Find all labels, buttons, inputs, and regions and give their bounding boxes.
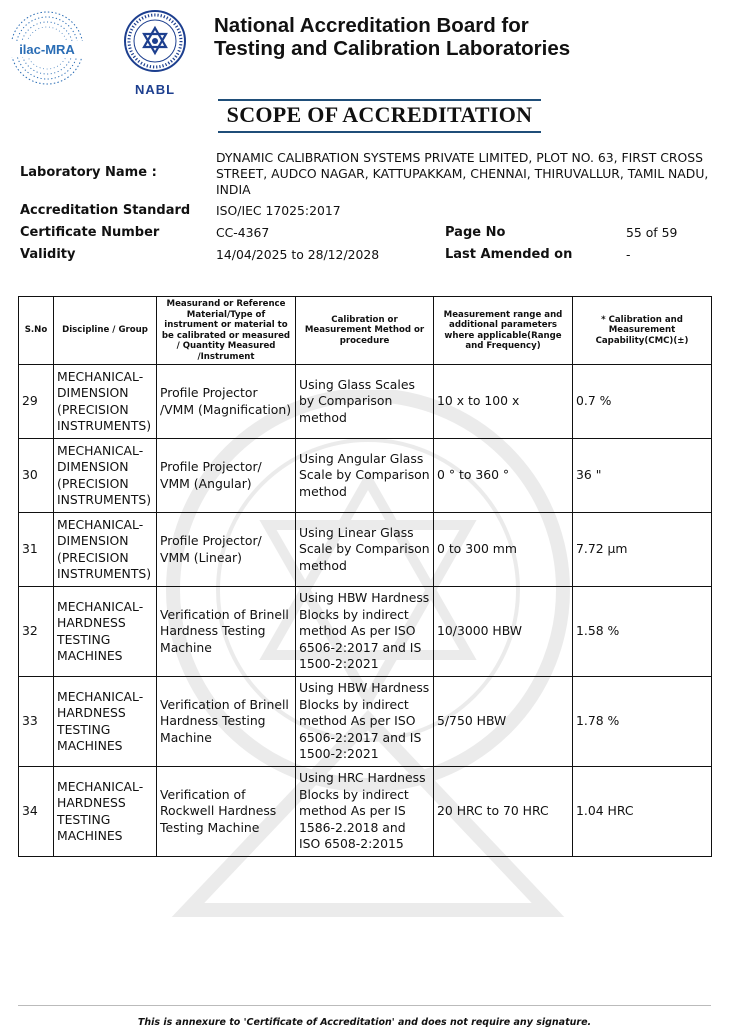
validity-label: Validity [20,247,76,262]
header-discipline: Discipline / Group [54,297,157,365]
organization-title [214,14,634,60]
header-sno: S.No [19,297,54,365]
cell-method: Using Angular Glass Scale by Comparison method [296,439,434,513]
cell-discipline: MECHANICAL- DIMENSION (PRECISION INSTRUMENTS) [54,365,157,439]
table-row [19,587,712,677]
cell-discipline: MECHANICAL- HARDNESS TESTING MACHINES [54,677,157,767]
ilac-mra-logo-icon [8,8,86,90]
cell-discipline: MECHANICAL- DIMENSION (PRECISION INSTRUMENTS) [54,513,157,587]
cell-range: 20 HRC to 70 HRC [434,767,573,857]
cell-method: Using Linear Glass Scale by Comparison method [296,513,434,587]
cell-discipline: MECHANICAL- HARDNESS TESTING MACHINES [54,587,157,677]
cell-measurand: Profile Projector/ VMM (Linear) [157,513,296,587]
footer-note: This is annexure to 'Certificate of Accreditation' and does not require any signature. [137,1017,592,1028]
cell-cmc: 1.04 HRC [573,767,712,857]
cell-method: Using HBW Hardness Blocks by indirect method As per ISO 6506-2:2017 and IS 1500-2:2021 [296,587,434,677]
cell-method: Using Glass Scales by Comparison method [296,365,434,439]
cell-measurand: Verification of Rockwell Hardness Testing Machine [157,767,296,857]
table-row [19,439,712,513]
header-method: Calibration or Measurement Method or procedure [296,297,434,365]
lab-name-label: Laboratory Name : [20,165,157,180]
cell-range: 5/750 HBW [434,677,573,767]
cell-measurand: Verification of Brinell Hardness Testing Machine [157,677,296,767]
accreditation-standard-label: Accreditation Standard [20,203,191,218]
scope-table [18,296,712,857]
cell-range: 10/3000 HBW [434,587,573,677]
lab-name-line: STREET, AUDCO NAGAR, KATTUPAKKAM, CHENNAI, THIRUVALLUR, TAMIL NADU, [216,166,709,181]
scope-title: SCOPE OF ACCREDITATION [226,102,533,127]
accreditation-standard-value: ISO/IEC 17025:2017 [216,203,341,218]
cell-cmc: 1.58 % [573,587,712,677]
page-number-label: Page No [445,225,506,240]
cell-discipline: MECHANICAL- DIMENSION (PRECISION INSTRUMENTS) [54,439,157,513]
cell-method: Using HRC Hardness Blocks by indirect method As per IS 1586-2.2018 and ISO 6508-2:2015 [296,767,434,857]
cell-range: 0 ° to 360 ° [434,439,573,513]
cell-range: 0 to 300 mm [434,513,573,587]
ilac-logo-text: ilac-MRA [19,42,75,57]
cell-sno: 34 [19,767,54,857]
lab-name-line: INDIA [216,182,251,197]
cell-measurand: Profile Projector/ VMM (Angular) [157,439,296,513]
cell-cmc: 36 " [573,439,712,513]
table-row [19,365,712,439]
page-number-value: 55 of 59 [626,225,678,240]
table-header-row [19,297,712,365]
header-cmc: * Calibration and Measurement Capability(CMC)(±) [573,297,712,365]
certificate-number-value: CC-4367 [216,225,270,240]
cell-sno: 33 [19,677,54,767]
cell-range: 10 x to 100 x [434,365,573,439]
header-range: Measurement range and additional parameters where applicable(Range and Frequency) [434,297,573,365]
table-row [19,677,712,767]
organization-title-line1: National Accreditation Board for [214,14,529,37]
cell-method: Using HBW Hardness Blocks by indirect method As per ISO 6506-2:2017 and IS 1500-2:2021 [296,677,434,767]
lab-name-line: DYNAMIC CALIBRATION SYSTEMS PRIVATE LIMITED, PLOT NO. 63, FIRST CROSS [216,150,704,165]
cell-discipline: MECHANICAL- HARDNESS TESTING MACHINES [54,767,157,857]
cell-sno: 32 [19,587,54,677]
cell-sno: 29 [19,365,54,439]
organization-title-line2: Testing and Calibration Laboratories [214,37,571,60]
nabl-logo-icon [122,8,188,98]
nabl-logo-text: NABL [134,82,176,97]
table-row [19,513,712,587]
cell-cmc: 1.78 % [573,677,712,767]
table-row [19,767,712,857]
validity-value: 14/04/2025 to 28/12/2028 [216,247,380,262]
cell-measurand: Verification of Brinell Hardness Testing Machine [157,587,296,677]
cell-sno: 31 [19,513,54,587]
header-measurand: Measurand or Reference Material/Type of instrument or material to be calibrated or measured / Quantity Measured /Instrument [157,297,296,365]
lab-name-value [216,150,716,198]
cell-cmc: 7.72 µm [573,513,712,587]
last-amended-value: - [626,247,631,262]
cell-sno: 30 [19,439,54,513]
footer-divider [18,1005,711,1006]
cell-measurand: Profile Projector /VMM (Magnification) [157,365,296,439]
cell-cmc: 0.7 % [573,365,712,439]
certificate-number-label: Certificate Number [20,225,160,240]
last-amended-label: Last Amended on [445,247,573,262]
